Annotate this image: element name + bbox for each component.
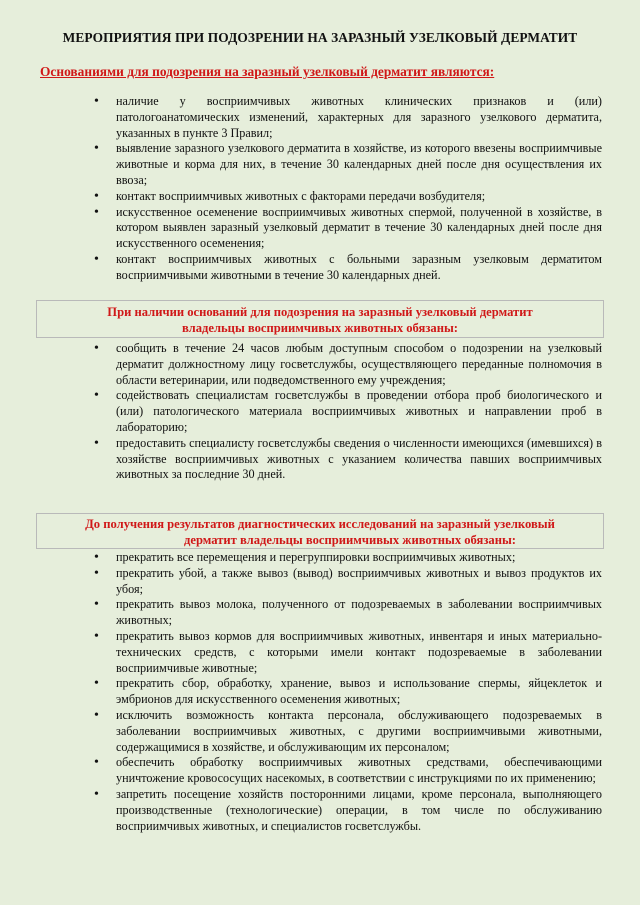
- list-item: • исключить возможность контакта персонала, обслуживающего подозреваемых в заболевании восприимчивых животных, с другими восприимчивыми животными, содержащимися в хозяйстве, и обслуживающим их персоналом;: [116, 708, 602, 755]
- section3-list: [116, 550, 602, 834]
- list-item: • искусственное осеменение восприимчивых животных спермой, полученной в хозяйстве, в котором выявлен заразный узелковый дерматит в течение 30 календарных дней после дня искусственного осеменения;: [116, 205, 602, 252]
- section1-heading: Основаниями для подозрения на заразный узелковый дерматит являются:: [40, 64, 495, 79]
- list-item: • контакт восприимчивых животных с больными заразным узелковым дерматитом восприимчивыми животными в течение 30 календарных дней.: [116, 252, 602, 284]
- list-item: • предоставить специалисту госветслужбы сведения о численности имеющихся (имевшихся) в хозяйстве восприимчивых животных с указанием количества павших восприимчивых животных за последние 30 дней.: [116, 436, 602, 483]
- list-item: • прекратить вывоз молока, полученного от подозреваемых в заболевании восприимчивых животных;: [116, 597, 602, 629]
- section3-heading-box: [36, 513, 604, 549]
- list-item: • выявление заразного узелкового дерматита в хозяйстве, из которого ввезены восприимчивые животные и корма для них, в течение 30 календарных дней после дня осуществления их ввоза;: [116, 141, 602, 188]
- section2-list: [116, 341, 602, 483]
- section1-list: [116, 94, 602, 284]
- section3-heading-line1: До получения результатов диагностических исследований на заразный узелковый: [85, 517, 555, 531]
- list-item: • прекратить сбор, обработку, хранение, вывоз и использование спермы, яйцеклеток и эмбрионов для искусственного осеменения животных;: [116, 676, 602, 708]
- page-title: МЕРОПРИЯТИЯ ПРИ ПОДОЗРЕНИИ НА ЗАРАЗНЫЙ УЗЕЛКОВЫЙ ДЕРМАТИТ: [62, 30, 578, 45]
- list-item: • содействовать специалистам госветслужбы в проведении отбора проб биологического и (или) патологического материала восприимчивых животных и направлении проб в лабораторию;: [116, 388, 602, 435]
- section2-heading-line1: При наличии оснований для подозрения на заразный узелковый дерматит: [107, 305, 533, 319]
- list-item: • наличие у восприимчивых животных клинических признаков и (или) патологоанатомических изменений, характерных для заразного узелкового дерматита, указанных в пункте 3 Правил;: [116, 94, 602, 141]
- section2-heading-line2: владельцы восприимчивых животных обязаны:: [182, 321, 458, 335]
- list-item: • прекратить все перемещения и перегруппировки восприимчивых животных;: [116, 550, 602, 566]
- list-item: • сообщить в течение 24 часов любым доступным способом о подозрении на узелковый дерматит должностному лицу госветслужбы, осуществляющего переданные полномочия в области ветеринарии, или подведомственного ему учреждения;: [116, 341, 602, 388]
- list-item: • прекратить убой, а также вывоз (вывод) восприимчивых животных и вывоз продуктов их убоя;: [116, 566, 602, 598]
- list-item: • прекратить вывоз кормов для восприимчивых животных, инвентаря и иных материально-технических средств, с которыми имели контакт подозреваемые в заболевании восприимчивые животные;: [116, 629, 602, 676]
- list-item: • контакт восприимчивых животных с факторами передачи возбудителя;: [116, 189, 602, 205]
- list-item: • запретить посещение хозяйств посторонними лицами, кроме персонала, выполняющего производственные (технологические) операции, в том числе по обслуживанию восприимчивых животных, и специалистов госветслужбы.: [116, 787, 602, 834]
- section3-heading-line2: дерматит владельцы восприимчивых животных обязаны:: [183, 533, 516, 547]
- section2-heading-box: [36, 300, 604, 338]
- list-item: • обеспечить обработку восприимчивых животных средствами, обеспечивающими уничтожение кровососущих насекомых, в соответствии с инструкциями по их применению;: [116, 755, 602, 787]
